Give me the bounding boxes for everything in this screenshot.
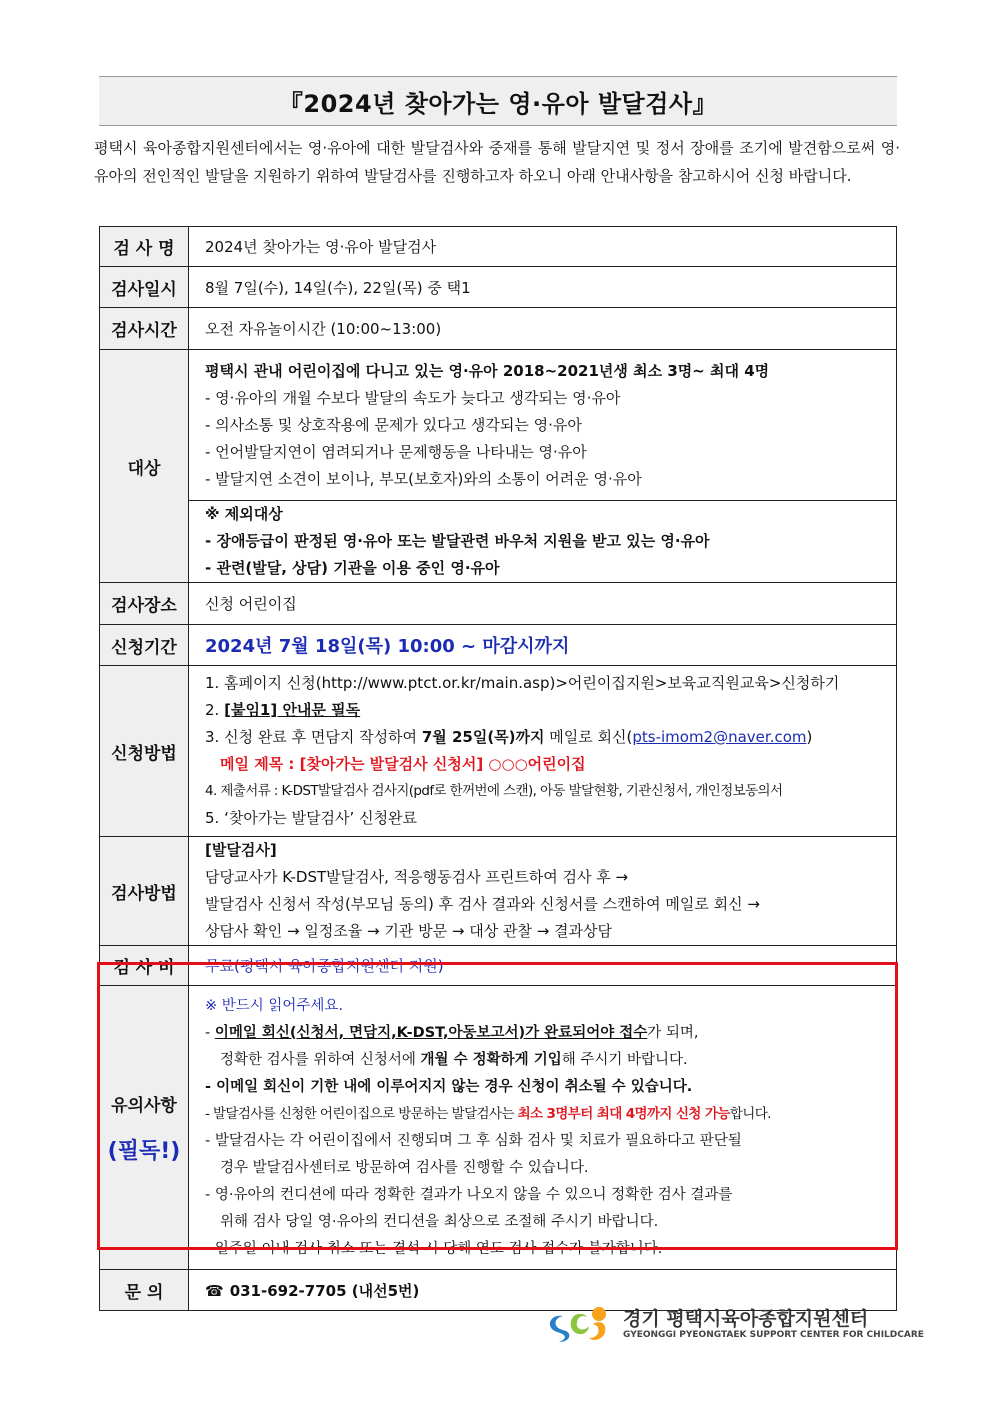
note-item: - 발달검사는 각 어린이집에서 진행되며 그 후 심화 검사 및 치료가 필요하다고 판단될	[205, 1132, 742, 1149]
row-target	[100, 350, 897, 501]
target-item: - 의사소통 및 상호작용에 문제가 있다고 생각되는 영·유아	[205, 415, 582, 434]
note-item	[205, 1020, 896, 1047]
label-notes	[100, 986, 189, 1270]
value-test-time: 오전 자유놀이시간 (10:00~13:00)	[189, 308, 897, 350]
phone-icon: ☎	[205, 1281, 224, 1300]
exclusion-title: ※ 제외대상	[205, 505, 283, 523]
label-test-method: 검사방법	[100, 837, 189, 946]
note-text: 합니다.	[729, 1105, 771, 1122]
method-step-2-prefix: 2.	[205, 701, 225, 719]
row-test-method	[100, 837, 897, 946]
value-test-place: 신청 어린이집	[189, 583, 897, 625]
page-title: 『2024년 찾아가는 영·유아 발달검사』	[99, 76, 897, 126]
value-notes	[189, 986, 897, 1270]
note-text: 해 주시기 바랍니다.	[561, 1051, 688, 1068]
note-text: - 발달검사를 신청한 어린이집으로 방문하는 발달검사는	[205, 1105, 518, 1122]
method-step-4: 4. 제출서류 : K-DST발달검사 검사지(pdf로 한꺼번에 스캔), 아동 발달현황, 기관신청서, 개인정보동의서	[205, 783, 783, 799]
method-step-2	[205, 697, 896, 724]
exclusion-item: - 장애등급이 판정된 영·유아 또는 발달관련 바우처 지원을 받고 있는 영·유아	[205, 532, 710, 550]
label-application-period: 신청기간	[100, 625, 189, 666]
test-method-head: [발달검사]	[205, 841, 277, 859]
label-test-place: 검사장소	[100, 583, 189, 625]
label-test-time: 검사시간	[100, 308, 189, 350]
value-application-method	[189, 666, 897, 837]
target-headline: 평택시 관내 어린이집에 다니고 있는 영·유아 2018~2021년생 최소 3명~ 최대 4명	[205, 361, 770, 380]
note-emphasis: 이메일 회신(신청서, 면담지,K-DST,아동보고서)가 완료되어야 접수	[214, 1024, 648, 1041]
value-test-name: 2024년 찾아가는 영·유아 발달검사	[189, 227, 897, 267]
test-method-line: 담당교사가 K-DST발달검사, 적응행동검사 프린트하여 검사 후 →	[205, 868, 629, 886]
exclusion-item: - 관련(발달, 상담) 기관을 이용 중인 영·유아	[205, 559, 500, 577]
mail-subject-format: 메일 제목 : [찾아가는 발달검사 신청서] ○○○어린이집	[220, 755, 586, 773]
note-item	[205, 1047, 896, 1074]
label-application-method: 신청방법	[100, 666, 189, 837]
note-emphasis: 개월 수 정확하게 기입	[420, 1051, 562, 1068]
must-read-badge: (필독!)	[107, 1138, 181, 1164]
note-dash: -	[205, 1024, 215, 1041]
target-item: - 영·유아의 개월 수보다 발달의 속도가 늦다고 생각되는 영·유아	[205, 388, 621, 407]
center-logo	[543, 1302, 924, 1346]
note-text: 가 되며,	[647, 1024, 699, 1041]
info-table	[99, 226, 897, 1311]
row-exclusions	[100, 501, 897, 583]
target-item: - 언어발달지연이 염려되거나 문제행동을 나타내는 영·유아	[205, 442, 587, 461]
test-method-line: 발달검사 신청서 작성(부모님 동의) 후 검사 결과와 신청서를 스캔하여 메일로 회신 →	[205, 895, 760, 913]
value-test-method	[189, 837, 897, 946]
label-test-fee: 검 사 비	[100, 946, 189, 986]
center-logo-name: 경기 평택시육아종합지원센터	[623, 1308, 869, 1330]
method-deadline: 7월 25일(목)까지	[421, 728, 545, 746]
attachment-notice-link[interactable]: [붙임1] 안내문 필독	[224, 701, 361, 719]
note-text: 정확한 검사를 위하여 신청서에	[220, 1051, 421, 1068]
row-test-time	[100, 308, 897, 350]
value-application-period	[189, 625, 897, 666]
row-notes	[100, 986, 897, 1270]
center-logo-icon	[543, 1302, 619, 1346]
row-test-fee	[100, 946, 897, 986]
intro-paragraph: 평택시 육아종합지원센터에서는 영·유아에 대한 발달검사와 중재를 통해 발달지연 및 정서 장애를 조기에 발견함으로써 영·유아의 전인적인 발달을 지원하기 위하여 발달검사를 진행하고자 하오니 아래 안내사항을 참고하시어 신청 바랍니다.	[94, 139, 900, 185]
value-exclusions	[189, 501, 897, 583]
note-item	[205, 1101, 896, 1128]
note-emphasis: 최소 3명부터 최대 4명까지 신청 가능	[517, 1105, 730, 1122]
row-application-method	[100, 666, 897, 837]
method-step-3-d: )	[806, 728, 813, 746]
period-text: 2024년 7월 18일(목) 10:00 ~ 마감시까지	[205, 636, 570, 657]
note-item: - 영·유아의 컨디션에 따라 정확한 결과가 나오지 않을 수 있으니 정확한 검사 결과를	[205, 1186, 733, 1203]
method-step-3-a: 3. 신청 완료 후 면담지 작성하여	[205, 728, 422, 746]
value-target	[189, 350, 897, 501]
email-link[interactable]: pts-imom2@naver.com	[632, 728, 807, 746]
method-step-3-c: 메일로 회신(	[544, 728, 633, 746]
label-contact: 문 의	[100, 1270, 189, 1311]
label-test-name: 검 사 명	[100, 227, 189, 267]
method-step-5: 5. ‘찾아가는 발달검사’ 신청완료	[205, 809, 418, 827]
row-test-place	[100, 583, 897, 625]
contact-number: 031-692-7705 (내선5번)	[229, 1281, 420, 1300]
target-item: - 발달지연 소견이 보이나, 부모(보호자)와의 소통이 어려운 영·유아	[205, 469, 642, 488]
row-test-name	[100, 227, 897, 267]
method-step-3	[205, 724, 896, 751]
center-logo-subtitle: GYEONGGI PYEONGTAEK SUPPORT CENTER FOR CHILDCARE	[623, 1330, 924, 1340]
note-item: - 이메일 회신이 기한 내에 이루어지지 않는 경우 신청이 취소될 수 있습니다.	[205, 1078, 693, 1095]
row-test-date	[100, 267, 897, 308]
value-test-fee: 무료(평택시 육아종합지원센터 지원)	[189, 946, 897, 986]
note-item: - 일주일 이내 검사 취소 또는 결석 시 당해 연도 검사 접수가 불가합니다.	[205, 1240, 663, 1257]
method-step-1: 1. 홈페이지 신청(http://www.ptct.or.kr/main.asp)>어린이집지원>보육교직원교육>신청하기	[205, 674, 840, 692]
test-method-line: 상담사 확인 → 일정조율 → 기관 방문 → 대상 관찰 → 결과상담	[205, 922, 613, 940]
note-header: ※ 반드시 읽어주세요.	[205, 997, 344, 1014]
value-test-date: 8월 7일(수), 14일(수), 22일(목) 중 택1	[189, 267, 897, 308]
notes-label-text: 유의사항	[111, 1095, 177, 1116]
note-item: 위해 검사 당일 영·유아의 컨디션을 최상으로 조절해 주시기 바랍니다.	[220, 1213, 659, 1230]
note-item: 경우 발달검사센터로 방문하여 검사를 진행할 수 있습니다.	[220, 1159, 589, 1176]
label-target: 대상	[100, 350, 189, 583]
row-application-period	[100, 625, 897, 666]
label-test-date: 검사일시	[100, 267, 189, 308]
